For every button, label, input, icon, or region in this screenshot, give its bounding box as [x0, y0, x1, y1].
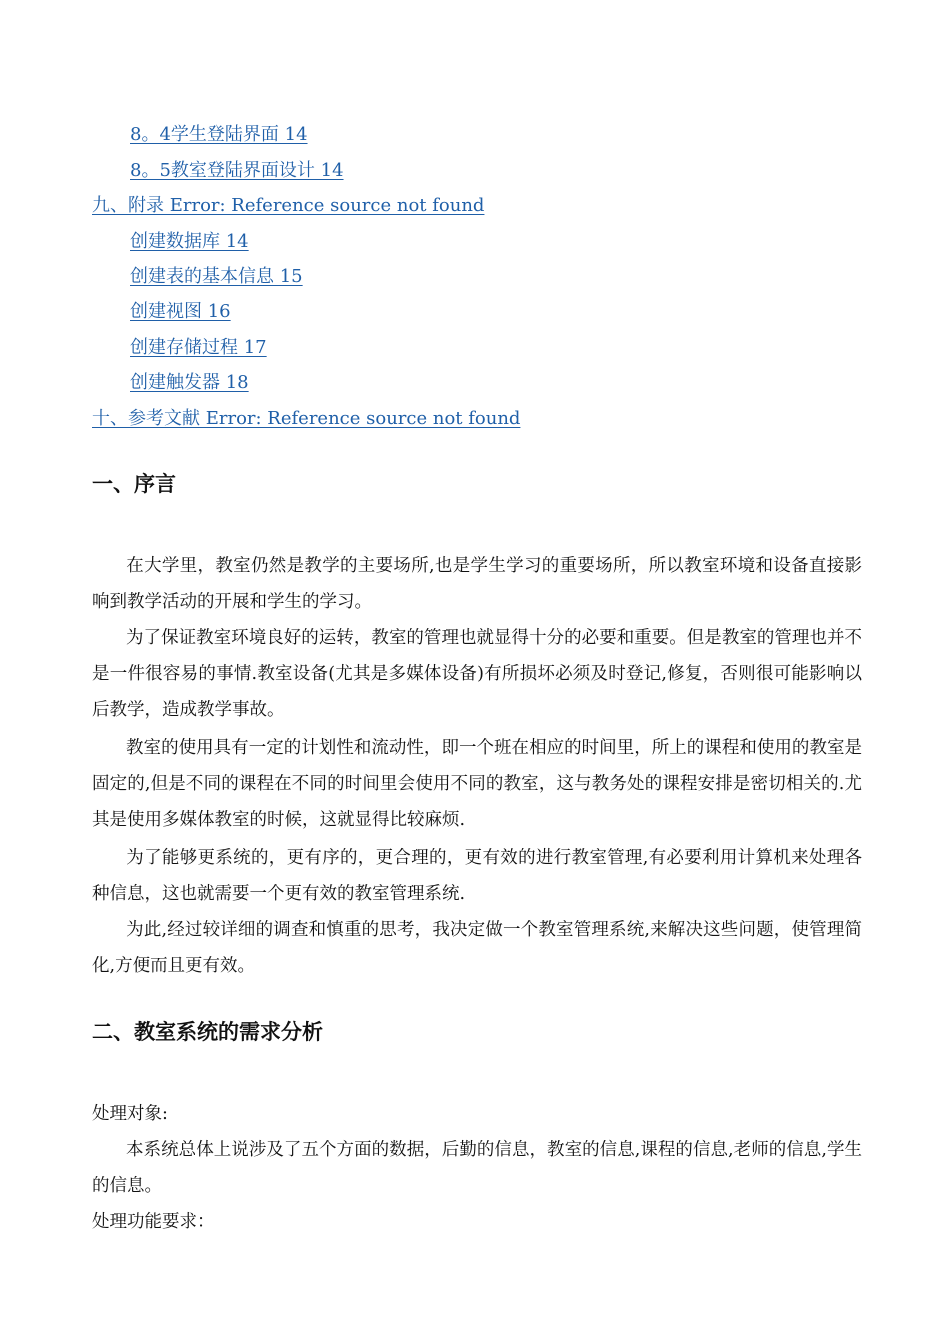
toc-link[interactable]: 创建数据库 14 [130, 231, 249, 252]
toc-item-appendix[interactable] [92, 194, 484, 218]
paragraph: 在大学里，教室仍然是教学的主要场所,也是学生学习的重要场所，所以教室环境和设备直接影响到教学活动的开展和学生的学习。 [92, 556, 862, 612]
paragraph: 教室的使用具有一定的计划性和流动性，即一个班在相应的时间里，所上的课程和使用的教室是固定的,但是不同的课程在不同的时间里会使用不同的教室，这与教务处的课程安排是密切相关的.尤其是使用多媒体教室的时候，这就显得比较麻烦. [92, 738, 862, 830]
toc-item-create-procedure[interactable] [130, 336, 267, 360]
label-processing-functions: 处理功能要求： [92, 1212, 215, 1232]
toc-item-8-5[interactable] [130, 159, 344, 183]
toc-link[interactable]: 8。5教室登陆界面设计 14 [130, 160, 344, 181]
section-heading-preface: 一、序言 [92, 472, 176, 496]
toc-item-references[interactable] [92, 407, 520, 431]
toc-item-create-trigger[interactable] [130, 371, 249, 395]
toc-link[interactable]: 十、参考文献 Error: Reference source not found [92, 408, 521, 429]
paragraph: 为了保证教室环境良好的运转，教室的管理也就显得十分的必要和重要。但是教室的管理也并不是一件很容易的事情.教室设备(尤其是多媒体设备)有所损坏必须及时登记,修复，否则很可能影响以后教学，造成教学事故。 [92, 628, 862, 720]
toc-link[interactable]: 创建视图 16 [130, 301, 231, 322]
toc-item-create-view[interactable] [130, 300, 231, 324]
label-processing-objects: 处理对象: [92, 1104, 168, 1124]
section-heading-requirements: 二、教室系统的需求分析 [92, 1020, 323, 1044]
paragraph: 为此,经过较详细的调查和慎重的思考，我决定做一个教室管理系统,来解决这些问题，使管理简化,方便而且更有效。 [92, 920, 862, 976]
toc-item-create-database[interactable] [130, 230, 249, 254]
toc-link[interactable]: 创建触发器 18 [130, 372, 249, 393]
toc-link[interactable]: 创建表的基本信息 15 [130, 266, 303, 287]
toc-item-8-4[interactable] [130, 123, 308, 147]
toc-link[interactable]: 8。4学生登陆界面 14 [130, 124, 308, 145]
toc-item-create-table[interactable] [130, 265, 303, 289]
toc-link[interactable]: 创建存储过程 17 [130, 337, 267, 358]
toc-link[interactable]: 九、附录 Error: Reference source not found [92, 195, 485, 216]
paragraph: 为了能够更系统的，更有序的，更合理的，更有效的进行教室管理,有必要利用计算机来处理各种信息，这也就需要一个更有效的教室管理系统. [92, 848, 862, 904]
paragraph: 本系统总体上说涉及了五个方面的数据，后勤的信息，教室的信息,课程的信息,老师的信息,学生的信息。 [92, 1140, 862, 1196]
